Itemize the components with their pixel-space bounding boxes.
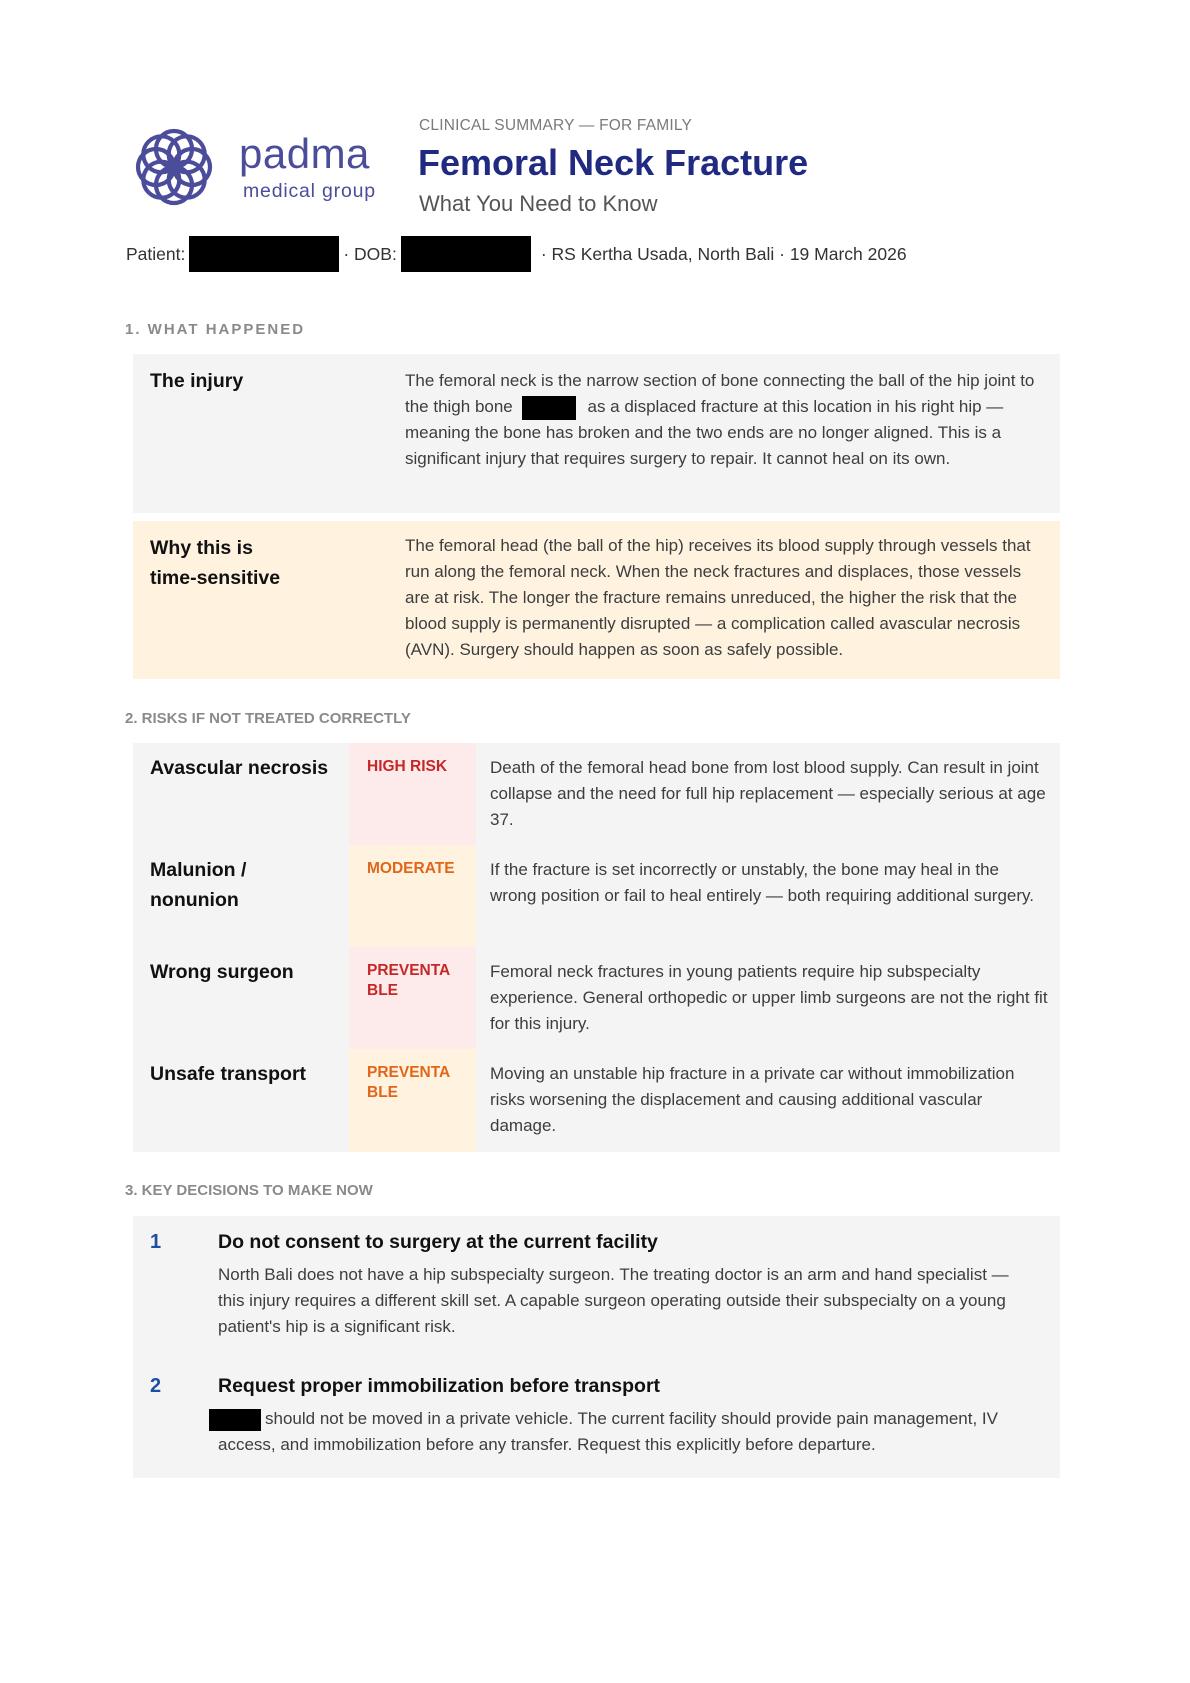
decisions-box	[133, 1216, 1060, 1478]
risk-description: If the fracture is set incorrectly or unstably, the bone may heal in the wrong position or fail to heal entirely — both requiring additional surgery.	[490, 860, 1034, 905]
urgency-box	[133, 521, 1060, 679]
risk-description: Death of the femoral head bone from lost blood supply. Can result in joint collapse and the need for full hip replacement — especially serious at age 37.	[490, 758, 1046, 829]
padma-logo	[131, 124, 401, 214]
decision-description	[218, 1406, 1038, 1458]
risk-table	[133, 743, 1060, 1152]
dob-redaction	[401, 236, 531, 272]
risk-row	[133, 845, 1060, 947]
decision-description: North Bali does not have a hip subspecialty surgeon. The treating doctor is an arm and hand specialist — this injury requires a different skill set. A capable surgeon operating outside their subspecialty on a young patient's hip is a significant risk.	[218, 1265, 1009, 1336]
logo-subtitle: medical group	[243, 180, 376, 202]
patient-info-line	[126, 235, 907, 273]
urgency-label-line2: time-sensitive	[150, 567, 281, 589]
urgency-label-line1: Why this is	[150, 537, 253, 559]
decision-text: should not be moved in a private vehicle. The current facility should provide pain management, IV access, and immobilization before any transfer. Request this explicitly before departure.	[218, 1409, 998, 1454]
page-title: Femoral Neck Fracture	[418, 142, 809, 183]
logo-wordmark: padma	[239, 130, 370, 177]
lotus-icon	[131, 124, 217, 210]
risk-row	[133, 947, 1060, 1049]
risk-row	[133, 1049, 1060, 1152]
injury-text-part1: The femoral neck is the narrow section of bone connecting the ball of the hip joint to the thigh bone	[405, 371, 1035, 416]
risk-row	[133, 743, 1060, 845]
section-heading-decisions: 3. KEY DECISIONS TO MAKE NOW	[125, 1182, 373, 1199]
dob-label: · DOB:	[343, 243, 397, 264]
injury-label: The injury	[150, 370, 244, 392]
risk-badge: PREVENTA BLE	[349, 1049, 476, 1152]
name-redaction	[209, 1409, 261, 1431]
decision-number: 1	[150, 1231, 162, 1253]
risk-label: Wrong surgeon	[150, 961, 294, 983]
risk-label: Avascular necrosis	[150, 757, 329, 779]
injury-description	[405, 368, 1045, 472]
facility-and-date: · RS Kertha Usada, North Bali · 19 March 2026	[540, 243, 907, 264]
risk-label: Unsafe transport	[150, 1063, 307, 1085]
decision-title: Request proper immobilization before transport	[218, 1375, 661, 1397]
risk-badge: HIGH RISK	[349, 743, 476, 845]
document-kicker: CLINICAL SUMMARY — FOR FAMILY	[419, 117, 693, 134]
page-subtitle: What You Need to Know	[419, 191, 658, 216]
risk-badge: PREVENTA BLE	[349, 947, 476, 1049]
decision-number: 2	[150, 1375, 162, 1397]
decision-title: Do not consent to surgery at the current facility	[218, 1231, 658, 1253]
risk-description: Moving an unstable hip fracture in a private car without immobilization risks worsening the displacement and causing additional vascular damage.	[490, 1064, 1015, 1135]
section-heading-what-happened: 1. WHAT HAPPENED	[125, 321, 306, 338]
urgency-label	[150, 533, 280, 593]
risk-badge: MODERATE	[349, 845, 476, 947]
patient-label: Patient:	[126, 243, 186, 264]
injury-text-part2: as a displaced fracture at this location in his right hip — meaning the bone has broken and the two ends are no longer aligned. This is a significant injury that requires surgery to repair. It cannot heal on its own.	[405, 397, 1004, 468]
patient-name-redaction	[189, 236, 339, 272]
name-redaction	[522, 396, 576, 420]
urgency-description: The femoral head (the ball of the hip) receives its blood supply through vessels that run along the femoral neck. When the neck fractures and displaces, those vessels are at risk. The longer the fracture remains unreduced, the higher the risk that the blood supply is permanently disrupted — a complication called avascular necrosis (AVN). Surgery should happen as soon as safely possible.	[405, 536, 1031, 659]
risk-label: Malunion / nonunion	[150, 859, 247, 911]
section-heading-risks: 2. RISKS IF NOT TREATED CORRECTLY	[125, 710, 411, 727]
risk-description: Femoral neck fractures in young patients require hip subspecialty experience. General orthopedic or upper limb surgeons are not the right fit for this injury.	[490, 962, 1048, 1033]
injury-box	[133, 354, 1060, 513]
